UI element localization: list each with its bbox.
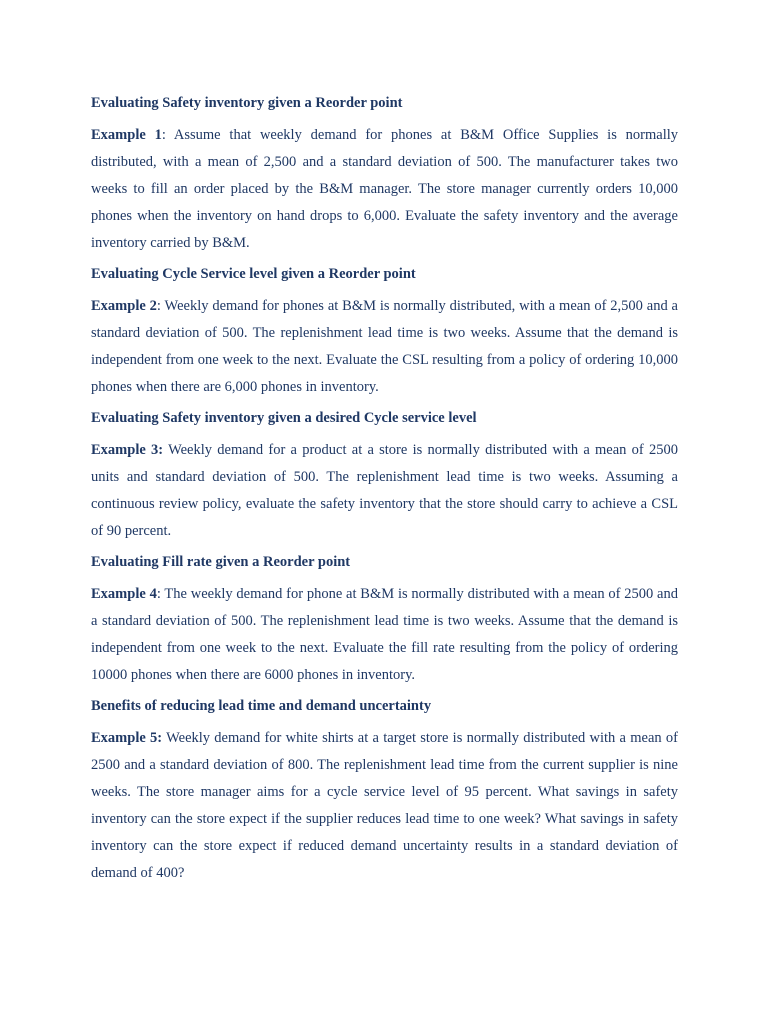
example-text-1: Assume that weekly demand for phones at B&M Office Supplies is normally distributed, with a mean of 2,500 and a standard deviation of 500. The manufacturer takes two weeks to fill an order placed by the B&M manager. The store manager currently orders 10,000 phones when the inventory on hand drops to 6,000. Evaluate the safety inventory and the average inventory carried by B&M.	[91, 127, 679, 251]
example-paragraph-3	[91, 437, 678, 545]
example-label-4: Example 4	[91, 586, 157, 602]
section-heading-3: Evaluating Safety inventory given a desired Cycle service level	[91, 410, 477, 426]
example-label-2: Example 2	[91, 298, 157, 314]
example-paragraph-4	[91, 581, 678, 689]
example-text-3: Weekly demand for a product at a store is normally distributed with a mean of 2500 units and standard deviation of 500. The replenishment lead time is two weeks. Assuming a continuous review policy, evaluate the safety inventory that the store should carry to achieve a CSL of 90 percent.	[91, 442, 678, 539]
example-label-3: Example 3:	[91, 442, 164, 458]
section-heading-5: Benefits of reducing lead time and demand uncertainty	[91, 698, 432, 714]
example-paragraph-5	[91, 725, 678, 887]
section-heading-1: Evaluating Safety inventory given a Reorder point	[91, 95, 403, 111]
section-heading-4: Evaluating Fill rate given a Reorder point	[91, 554, 351, 570]
example-text-2: Weekly demand for phones at B&M is normally distributed, with a mean of 2,500 and a standard deviation of 500. The replenishment lead time is two weeks. Assume that the demand is independent from one week to the next. Evaluate the CSL resulting from a policy of ordering 10,000 phones when there are 6,000 phones in inventory.	[91, 298, 678, 395]
example-separator-1: :	[161, 127, 174, 143]
example-paragraph-1	[91, 122, 678, 257]
example-label-1: Example 1	[91, 127, 162, 143]
example-separator-2: :	[156, 298, 165, 314]
example-label-5: Example 5:	[91, 730, 163, 746]
section-heading-2: Evaluating Cycle Service level given a Reorder point	[91, 266, 416, 282]
example-text-4: The weekly demand for phone at B&M is normally distributed with a mean of 2500 and a standard deviation of 500. The replenishment lead time is two weeks. Assume that the demand is independent from one week to the next. Evaluate the fill rate resulting from the policy of ordering 10000 phones when there are 6000 phones in inventory.	[91, 586, 678, 683]
example-paragraph-2	[91, 293, 678, 401]
example-text-5: Weekly demand for white shirts at a target store is normally distributed with a mean of 2500 and a standard deviation of 800. The replenishment lead time from the current supplier is nine weeks. The store manager aims for a cycle service level of 95 percent. What savings in safety inventory can the store expect if the supplier reduces lead time to one week? What savings in safety inventory can the store expect if reduced demand uncertainty results in a standard deviation of demand of 400?	[91, 730, 678, 881]
example-separator-4: :	[156, 586, 165, 602]
